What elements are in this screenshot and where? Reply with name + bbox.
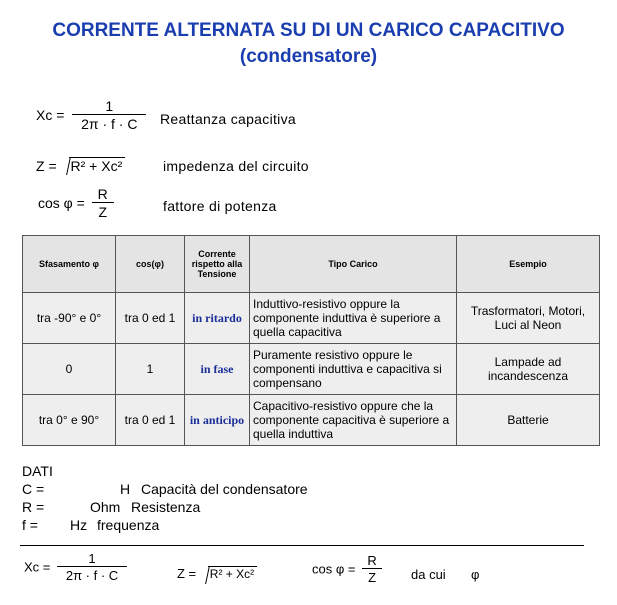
- dati-r-desc: Resistenza: [131, 499, 201, 515]
- formula-xc-numerator: 1: [105, 98, 114, 114]
- formula-z: [36, 157, 125, 174]
- formula-cos-lhs: cos φ =: [38, 195, 85, 211]
- formula-z-sqrt: [69, 157, 126, 174]
- dati-c-unit: H: [120, 481, 131, 497]
- divider: [20, 545, 584, 546]
- bottom-xc-lhs: Xc =: [24, 559, 51, 575]
- table-cell: Capacitivo-resistivo oppure che la componente capacitiva è superiore a quella induttiva: [250, 395, 457, 446]
- table-row: [23, 344, 600, 395]
- bottom-xc-fraction: [57, 551, 127, 583]
- table-cell: tra 0 ed 1: [116, 293, 185, 344]
- formula-cos-denominator: Z: [92, 202, 114, 220]
- formula-cos: [38, 186, 114, 220]
- table-cell: 1: [116, 344, 185, 395]
- bottom-tail: da cui: [411, 567, 446, 582]
- table-row: [23, 395, 600, 446]
- formula-cos-fraction: [92, 186, 114, 220]
- bottom-xc-denominator: 2π · f · C: [57, 566, 127, 583]
- bottom-z-sqrt: [208, 566, 257, 581]
- dati-r-var: R =: [22, 499, 45, 515]
- bottom-xc-numerator: 1: [88, 551, 96, 566]
- page-title: CORRENTE ALTERNATA SU DI UN CARICO CAPACITIVO: [52, 20, 565, 41]
- formula-xc-lhs: Xc =: [36, 107, 65, 123]
- table-cell: tra -90° e 0°: [23, 293, 116, 344]
- bottom-z-lhs: Z =: [177, 566, 197, 581]
- bottom-formula-cos: [312, 553, 382, 585]
- table-header-cell: Sfasamento φ: [23, 236, 116, 293]
- dati-heading: DATI: [22, 463, 53, 479]
- dati-f-unit: Hz: [70, 517, 88, 533]
- table-cell: 0: [23, 344, 116, 395]
- formula-xc-label: Reattanza capacitiva: [160, 111, 296, 127]
- dati-c-var: C =: [22, 481, 45, 497]
- table-cell: Induttivo-resistivo oppure la componente induttiva è superiore a quella capacitiva: [250, 293, 457, 344]
- formula-z-lhs: Z =: [36, 158, 57, 174]
- dati-c-desc: Capacità del condensatore: [141, 481, 308, 497]
- bottom-formula-xc: [24, 551, 127, 583]
- table-header-cell: cos(φ): [116, 236, 185, 293]
- dati-f-desc: frequenza: [97, 517, 160, 533]
- formula-cos-numerator: R: [97, 186, 108, 202]
- table-cell: tra 0 ed 1: [116, 395, 185, 446]
- page-subtitle: (condensatore): [239, 46, 378, 67]
- bottom-formula-z: [177, 566, 257, 581]
- phase-table: [22, 235, 600, 446]
- table-header-cell: Esempio: [457, 236, 600, 293]
- bottom-cos-denominator: Z: [362, 568, 382, 585]
- table-cell: in anticipo: [185, 395, 250, 446]
- formula-z-radicand: R² + Xc²: [70, 158, 123, 174]
- table-cell: Puramente resistivo oppure le componenti induttiva e capacitiva si compensano: [250, 344, 457, 395]
- table-cell: tra 0° e 90°: [23, 395, 116, 446]
- bottom-phi: φ: [471, 567, 480, 582]
- formula-z-label: impedenza del circuito: [163, 158, 309, 174]
- table-header-cell: Tipo Carico: [250, 236, 457, 293]
- bottom-cos-numerator: R: [367, 553, 377, 568]
- bottom-z-radicand: R² + Xc²: [209, 567, 255, 581]
- table-cell: in ritardo: [185, 293, 250, 344]
- dati-f-var: f =: [22, 517, 38, 533]
- dati-r-unit: Ohm: [90, 499, 121, 515]
- table-row: [23, 293, 600, 344]
- bottom-cos-lhs: cos φ =: [312, 561, 356, 577]
- formula-xc-denominator: 2π · f · C: [72, 114, 146, 132]
- formula-xc-fraction: [72, 98, 146, 132]
- bottom-cos-fraction: [362, 553, 382, 585]
- table-header-row: [23, 236, 600, 293]
- table-cell: Batterie: [457, 395, 600, 446]
- formula-xc: [36, 98, 146, 132]
- table-header-cell: Corrente rispetto alla Tensione: [185, 236, 250, 293]
- table-cell: Lampade ad incandescenza: [457, 344, 600, 395]
- table-cell: Trasformatori, Motori, Luci al Neon: [457, 293, 600, 344]
- formula-cos-label: fattore di potenza: [163, 198, 277, 214]
- table-cell: in fase: [185, 344, 250, 395]
